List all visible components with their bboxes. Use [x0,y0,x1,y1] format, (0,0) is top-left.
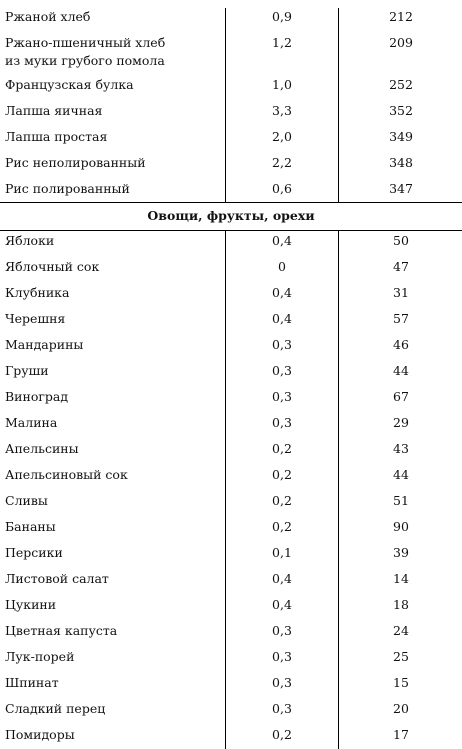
calories-cell: 44 [393,363,409,378]
value-cell: 0,2 [272,441,292,456]
calories-cell: 349 [389,129,413,144]
product-name: Сладкий перец [5,701,106,716]
product-name: Бананы [5,519,56,534]
calories-cell: 18 [393,597,409,612]
calories-cell: 252 [389,77,413,92]
value-cell: 0,4 [272,285,292,300]
product-name: Мандарины [5,337,84,352]
value-cell: 0,3 [272,363,292,378]
calories-cell: 24 [393,623,409,638]
product-name: Шпинат [5,675,59,690]
product-name: Цукини [5,597,57,612]
value-cell: 0,2 [272,493,292,508]
value-cell: 0,9 [272,9,292,24]
value-cell: 0,2 [272,467,292,482]
product-name: Виноград [5,389,69,404]
value-cell: 0,3 [272,623,292,638]
calories-cell: 352 [389,103,413,118]
value-cell: 0,4 [272,571,292,586]
calories-cell: 31 [393,285,409,300]
section-top-rule [0,202,462,203]
product-name: Рис неполированный [5,155,146,170]
value-cell: 0,6 [272,181,292,196]
calories-cell: 57 [393,311,409,326]
calories-cell: 17 [393,727,409,742]
calories-cell: 209 [389,35,413,50]
column-divider-1-lower [225,230,226,749]
calories-cell: 46 [393,337,409,352]
calories-cell: 50 [393,233,409,248]
value-cell: 0,2 [272,519,292,534]
product-name: Ржаной хлеб [5,9,91,24]
value-cell: 2,0 [272,129,292,144]
section-title: Овощи, фрукты, орехи [147,208,315,223]
value-cell: 0,3 [272,701,292,716]
product-name: Листовой салат [5,571,109,586]
calories-cell: 347 [389,181,413,196]
product-name: Цветная капуста [5,623,118,638]
product-name: Персики [5,545,63,560]
calories-cell: 25 [393,649,409,664]
calories-cell: 212 [389,9,413,24]
value-cell: 0,1 [272,545,292,560]
section-bottom-rule [0,230,462,231]
calories-cell: 44 [393,467,409,482]
product-name: Лук-порей [5,649,75,664]
calories-cell: 39 [393,545,409,560]
calories-cell: 67 [393,389,409,404]
product-name: Лапша яичная [5,103,103,118]
calories-cell: 90 [393,519,409,534]
product-name: Груши [5,363,49,378]
product-name: Клубника [5,285,70,300]
calories-cell: 51 [393,493,409,508]
value-cell: 0,3 [272,415,292,430]
column-divider-2-lower [338,230,339,749]
product-name: Яблочный сок [5,259,100,274]
product-name: Малина [5,415,58,430]
value-cell: 0,3 [272,389,292,404]
value-cell: 1,2 [272,35,292,50]
product-name: Черешня [5,311,66,326]
value-cell: 0,3 [272,337,292,352]
calories-cell: 43 [393,441,409,456]
product-name: Ржано-пшеничный хлеб [5,35,166,50]
value-cell: 0,2 [272,727,292,742]
value-cell: 0,4 [272,311,292,326]
product-name: Помидоры [5,727,75,742]
calories-cell: 20 [393,701,409,716]
value-cell: 2,2 [272,155,292,170]
value-cell: 0,3 [272,675,292,690]
product-name: Апельсины [5,441,79,456]
product-name: Французская булка [5,77,134,92]
product-name: Апельсиновый сок [5,467,128,482]
calories-cell: 14 [393,571,409,586]
calories-cell: 15 [393,675,409,690]
calories-cell: 29 [393,415,409,430]
value-cell: 3,3 [272,103,292,118]
product-name: Сливы [5,493,48,508]
value-cell: 0,4 [272,597,292,612]
calories-cell: 348 [389,155,413,170]
calories-cell: 47 [393,259,409,274]
value-cell: 1,0 [272,77,292,92]
value-cell: 0,3 [272,649,292,664]
value-cell: 0,4 [272,233,292,248]
product-name: Яблоки [5,233,55,248]
product-name: Лапша простая [5,129,108,144]
product-name-line-2: из муки грубого помола [5,53,165,68]
product-name: Рис полированный [5,181,130,196]
value-cell: 0 [278,259,286,274]
